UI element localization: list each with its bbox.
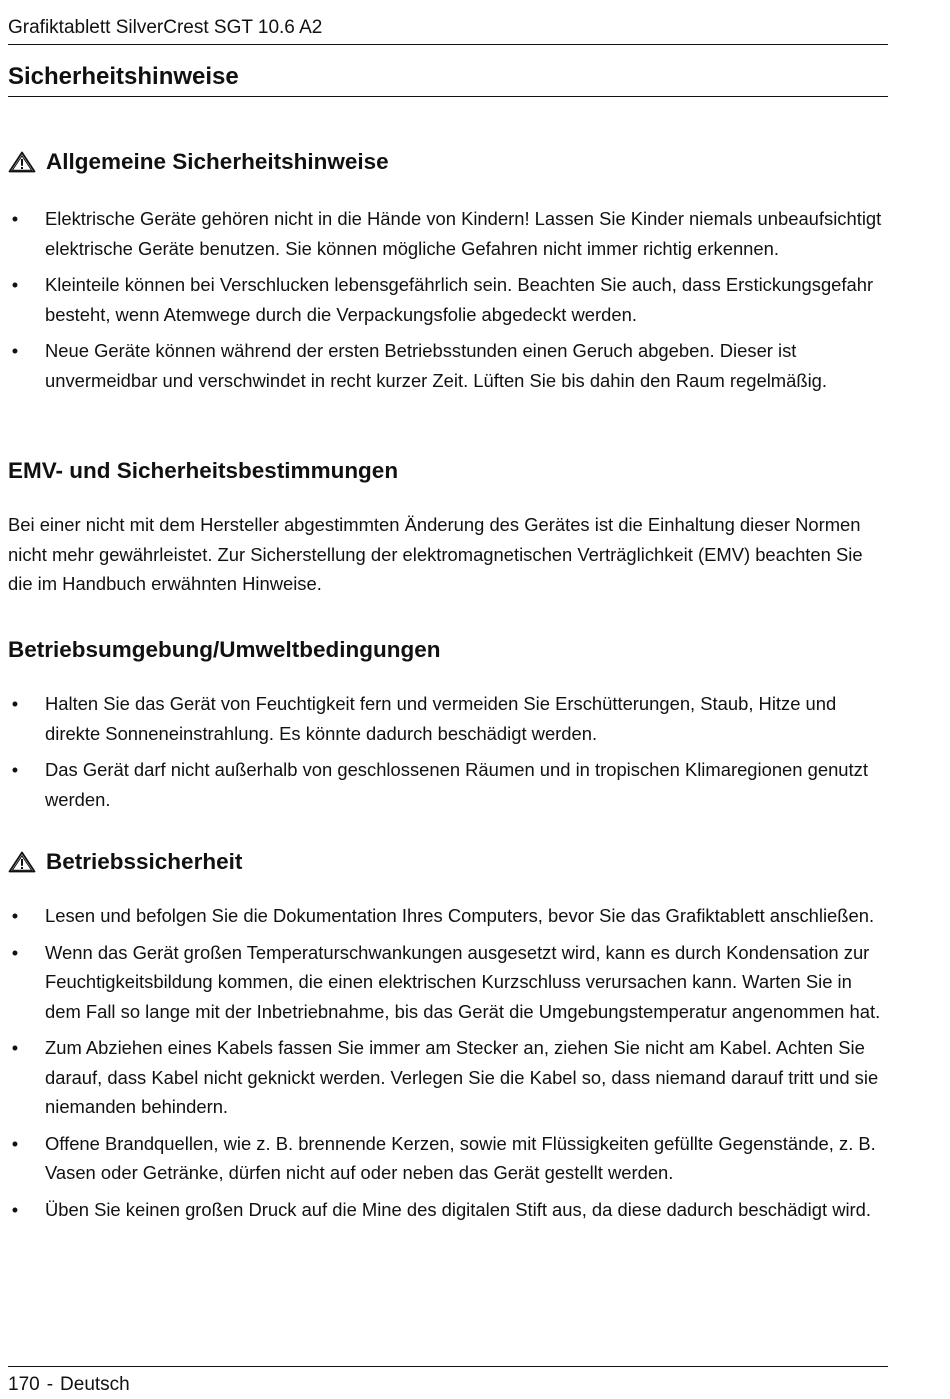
list-item: • Halten Sie das Gerät von Feuchtigkeit fern und vermeiden Sie Erschütterungen, Staub, Hitze und direkte Sonneneinstrahlung. Es könnte dadurch beschädigt werden. [11, 693, 837, 744]
list-item: • Zum Abziehen eines Kabels fassen Sie immer am Stecker an, ziehen Sie nicht am Kabel. Achten Sie darauf, dass Kabel nicht geknickt werden. Verlegen Sie die Kabel so, dass niemand darauf tritt und sie niemanden behindern. [11, 1037, 879, 1117]
bullet-list [8, 901, 888, 1224]
list-item: • Das Gerät darf nicht außerhalb von geschlossenen Räumen und in tropischen Klimaregionen genutzt werden. [11, 759, 868, 810]
list-item: • Neue Geräte können während der ersten Betriebsstunden einen Geruch abgeben. Dieser ist unvermeidbar und verschwindet in recht kurzer Zeit. Lüften Sie bis dahin den Raum regelmäßig. [11, 340, 827, 391]
page-footer [8, 1373, 130, 1397]
section-heading [8, 147, 888, 177]
document-page [8, 0, 888, 1399]
section-operation [8, 847, 888, 1231]
page-title: Sicherheitshinweise [8, 63, 239, 90]
section-emv [8, 456, 888, 599]
bullet-list [8, 689, 888, 814]
warning-triangle-icon [8, 151, 36, 173]
section-environment [8, 635, 888, 821]
section-heading [8, 847, 888, 877]
list-item: • Lesen und befolgen Sie die Dokumentation Ihres Computers, bevor Sie das Grafiktablett anschließen. [11, 905, 875, 926]
title-rule [8, 96, 888, 97]
footer-language: Deutsch [60, 1374, 130, 1395]
list-item: • Offene Brandquellen, wie z. B. brennende Kerzen, sowie mit Flüssigkeiten gefüllte Gegenstände, z. B. Vasen oder Getränke, dürfen nicht auf oder neben das Gerät gestellt werden. [11, 1132, 876, 1183]
section-heading-text: Betriebssicherheit [46, 849, 243, 874]
section-heading-text: Allgemeine Sicherheitshinweise [46, 149, 389, 174]
section-heading: EMV- und Sicherheitsbestimmungen [8, 458, 399, 483]
footer-rule [8, 1366, 888, 1367]
list-item: • Kleinteile können bei Verschlucken lebensgefährlich sein. Beachten Sie auch, dass Erstickungsgefahr besteht, wenn Atemwege durch die Verpackungsfolie abgedeckt werden. [11, 274, 874, 325]
header-rule [8, 44, 888, 45]
page-number: 170 [8, 1374, 40, 1395]
list-item: • Elektrische Geräte gehören nicht in die Hände von Kindern! Lassen Sie Kinder niemals unbeaufsichtigt elektrische Geräte benutzen. Sie können mögliche Gefahren nicht immer richtig erkennen. [11, 208, 882, 259]
document-header-title: Grafiktablett SilverCrest SGT 10.6 A2 [8, 17, 323, 38]
section-heading: Betriebsumgebung/Umweltbedingungen [8, 637, 441, 662]
bullet-list [8, 204, 888, 395]
list-item: • Üben Sie keinen großen Druck auf die Mine des digitalen Stift aus, da diese dadurch beschädigt wird. [11, 1198, 872, 1220]
footer-separator: - [46, 1374, 54, 1395]
warning-triangle-icon [8, 851, 36, 873]
list-item: • Wenn das Gerät großen Temperaturschwankungen ausgesetzt wird, kann es durch Kondensation zur Feuchtigkeitsbildung kommen, die einen elektrischen Kurzschluss verursachen kann. Warten Sie in dem Fall so lange mit der Inbetriebnahme, bis das Gerät die Umgebungstemperatur angenommen hat. [11, 941, 881, 1022]
section-paragraph: Bei einer nicht mit dem Hersteller abgestimmten Änderung des Gerätes ist die Einhaltung dieser Normen nicht mehr gewährleistet. Zur Sicherstellung der elektromagnetischen Verträglichkeit (EMV) beachten Sie die im Handbuch erwähnten Hinweise. [8, 514, 863, 594]
section-general [8, 147, 888, 402]
